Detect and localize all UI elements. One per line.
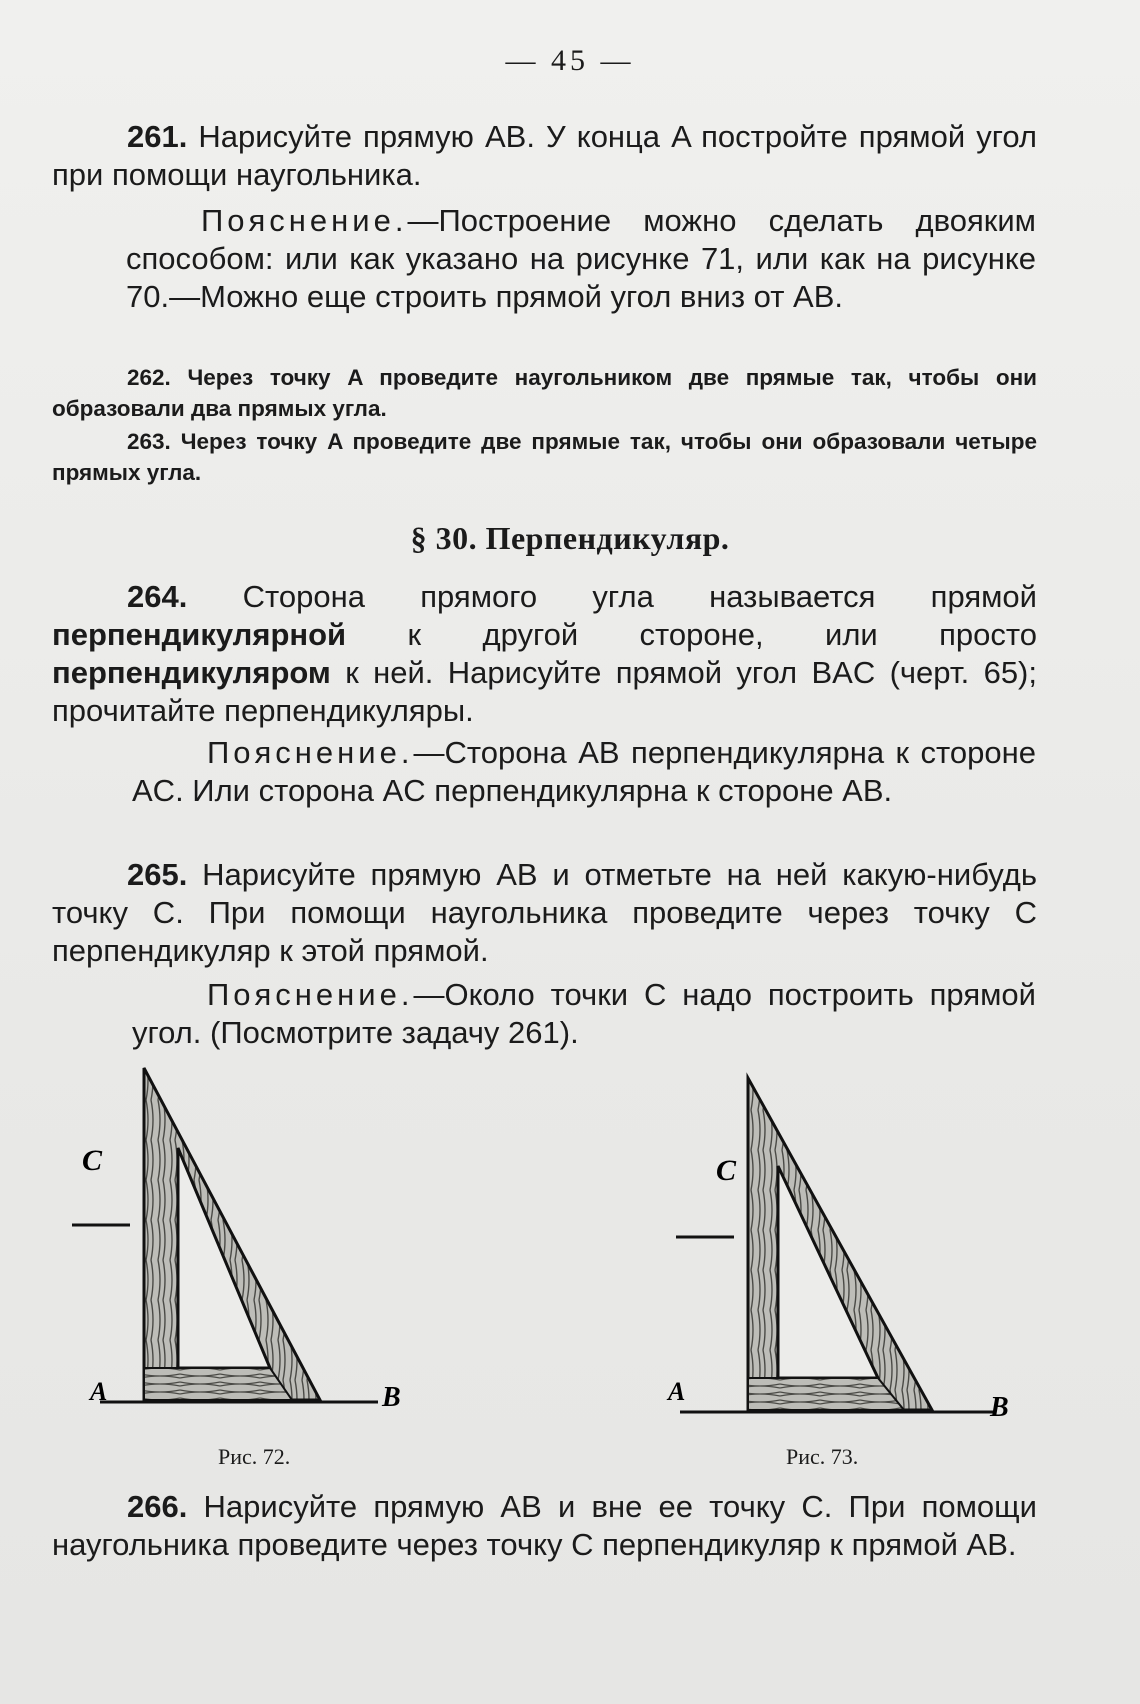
problem-text-c: к ней. Нарисуйте прямой угол BAC (черт. 65); прочитайте перпендикуляры.	[52, 655, 1037, 728]
section-heading: § 30. Перпендикуляр.	[410, 520, 730, 556]
explanation-label: Пояснение.	[207, 735, 414, 770]
explanation-label: Пояснение.	[207, 977, 414, 1012]
label-c: C	[82, 1144, 103, 1177]
term-perpendicular-noun: перпендикуляром	[52, 655, 331, 690]
problem-263	[52, 426, 1037, 488]
label-a: A	[90, 1377, 108, 1406]
problem-266	[52, 1488, 1037, 1564]
problem-number: 262.	[127, 365, 171, 390]
figure-73-caption: Рис. 73.	[786, 1444, 859, 1469]
label-b: B	[382, 1382, 401, 1413]
figure-73	[660, 1070, 1040, 1430]
problem-262	[52, 362, 1037, 424]
problem-number: 265.	[127, 857, 188, 892]
explanation-265	[132, 976, 1036, 1052]
problem-265	[52, 856, 1037, 970]
problem-text: Нарисуйте прямую AB и вне ее точку C. При помощи наугольника проведите через точку C перпендикуляр к прямой AB.	[52, 1489, 1037, 1562]
problem-text-a: Сторона прямого угла называется прямой	[242, 579, 1037, 614]
problem-number: 263.	[127, 429, 171, 454]
label-a: A	[668, 1377, 686, 1406]
problem-number: 266.	[127, 1489, 188, 1524]
page-number: — 45 —	[505, 44, 635, 77]
label-b: B	[990, 1392, 1009, 1423]
explanation-text: —Около точки C надо построить прямой угол. (Посмотрите задачу 261).	[132, 977, 1036, 1050]
problem-264	[52, 578, 1037, 730]
figure-72-caption: Рис. 72.	[218, 1444, 291, 1469]
label-c: C	[716, 1154, 737, 1187]
problem-text: Нарисуйте прямую AB. У конца A постройте прямой угол при помощи наугольника.	[52, 119, 1037, 192]
explanation-text: —Построение можно сделать двояким способом: или как указано на рисунке 71, или как на рисунке 70.—Можно еще строить прямой угол вниз от AB.	[126, 203, 1036, 314]
problem-text: Через точку A проведите наугольником две прямые так, чтобы они образовали два прямых угла.	[52, 365, 1037, 421]
figure-72	[60, 1060, 440, 1420]
problem-text: Нарисуйте прямую AB и отметьте на ней какую-нибудь точку C. При помощи наугольника проведите через точку C перпендикуляр к этой прямой.	[52, 857, 1037, 968]
problem-number: 264.	[127, 579, 188, 614]
explanation-261	[126, 202, 1036, 316]
problem-text-b: к другой стороне, или просто	[346, 617, 1037, 652]
term-perpendicular-adj: перпендикулярной	[52, 617, 347, 652]
explanation-264	[132, 734, 1036, 810]
problem-text: Через точку A проведите две прямые так, чтобы они образовали четыре прямых угла.	[52, 429, 1037, 485]
problem-261	[52, 118, 1037, 194]
explanation-text: —Сторона AB перпендикулярна к стороне AC. Или сторона AC перпендикулярна к стороне AB.	[132, 735, 1036, 808]
explanation-label: Пояснение.	[201, 203, 408, 238]
problem-number: 261.	[127, 119, 188, 154]
